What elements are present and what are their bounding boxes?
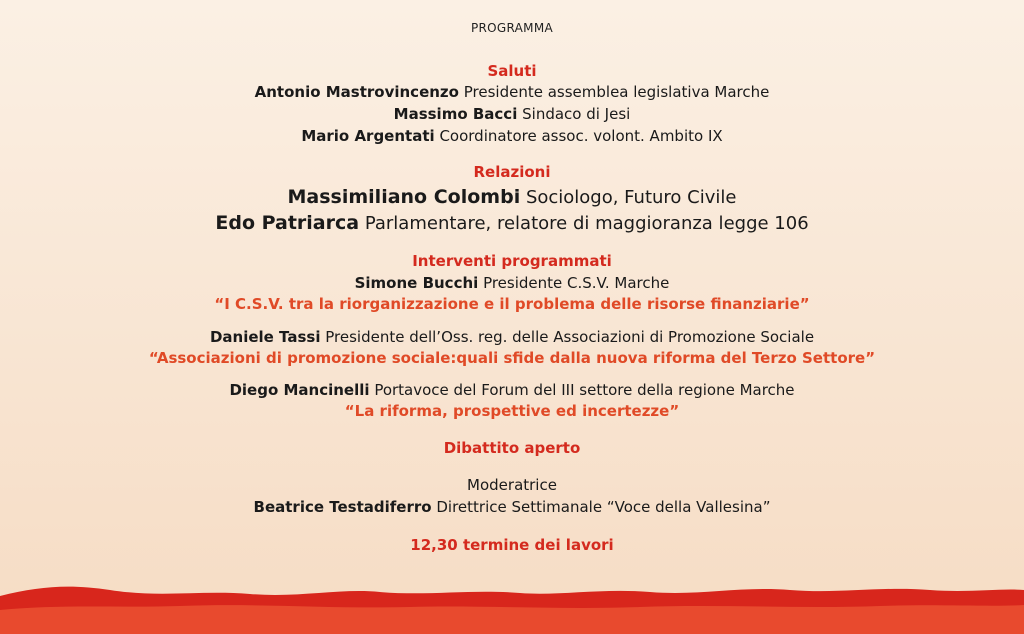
section-heading-saluti: Saluti — [487, 62, 537, 80]
speaker-role: Portavoce del Forum del III settore della regione Marche — [374, 381, 795, 399]
speaker-line — [0, 497, 1024, 517]
speaker-name: Antonio Mastrovincenzo — [254, 83, 459, 101]
red-landscape-decoration — [0, 574, 1024, 634]
speaker-line — [0, 211, 1024, 236]
speaker-name: Massimo Bacci — [393, 105, 518, 123]
closing-time: 12,30 termine dei lavori — [410, 536, 614, 554]
speaker-line — [0, 104, 1024, 124]
speaker-role: Direttrice Settimanale “Voce della Vallesina” — [436, 498, 771, 516]
speaker-line — [0, 185, 1024, 210]
section-heading-relazioni: Relazioni — [473, 163, 551, 181]
speaker-name: Edo Patriarca — [215, 212, 360, 234]
talk-title: “La riforma, prospettive ed incertezze” — [344, 402, 680, 420]
speaker-role: Presidente C.S.V. Marche — [483, 274, 670, 292]
speaker-name: Massimiliano Colombi — [287, 186, 521, 208]
moderator-label: Moderatrice — [467, 476, 557, 494]
section-heading-dibattito: Dibattito aperto — [443, 439, 581, 457]
speaker-role: Coordinatore assoc. volont. Ambito IX — [439, 127, 723, 145]
foreground-hills — [0, 605, 1024, 634]
speaker-name: Beatrice Testadiferro — [253, 498, 432, 516]
speaker-role: Parlamentare, relatore di maggioranza legge 106 — [364, 213, 809, 234]
talk-title: “I C.S.V. tra la riorganizzazione e il problema delle risorse finanziarie” — [214, 295, 810, 313]
speaker-role: Presidente dell’Oss. reg. delle Associazioni di Promozione Sociale — [325, 328, 815, 346]
speaker-role: Sindaco di Jesi — [522, 105, 631, 123]
speaker-role: Sociologo, Futuro Civile — [525, 187, 737, 208]
speaker-line — [0, 82, 1024, 102]
talk-title: “Associazioni di promozione sociale:quali sfide dalla nuova riforma del Terzo Settore” — [148, 349, 876, 367]
speaker-name: Simone Bucchi — [354, 274, 479, 292]
speaker-line — [0, 273, 1024, 293]
section-heading-interventi: Interventi programmati — [412, 252, 612, 270]
speaker-line — [0, 380, 1024, 400]
speaker-name: Mario Argentati — [301, 127, 435, 145]
speaker-line — [0, 126, 1024, 146]
speaker-name: Daniele Tassi — [209, 328, 321, 346]
speaker-role: Presidente assemblea legislativa Marche — [463, 83, 770, 101]
speaker-line — [0, 327, 1024, 347]
speaker-name: Diego Mancinelli — [229, 381, 370, 399]
page-title: PROGRAMMA — [471, 21, 553, 35]
